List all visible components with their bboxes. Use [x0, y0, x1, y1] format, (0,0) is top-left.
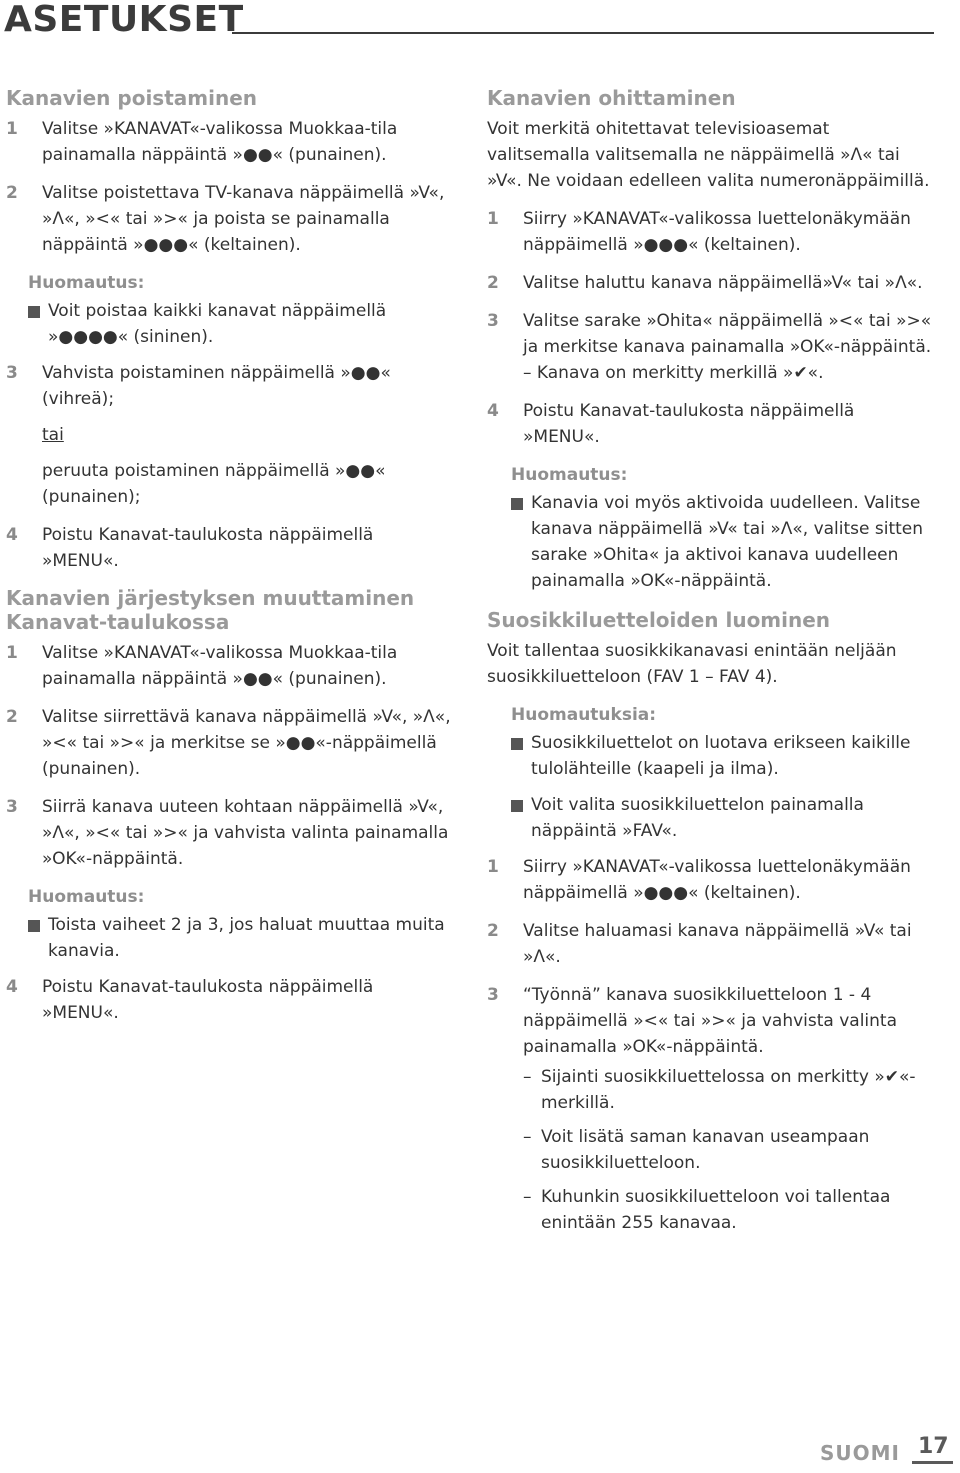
step-text: Poistu Kanavat-taulukosta näppäimellä »MENU«. — [42, 525, 374, 571]
intro-text: Voit tallentaa suosikkikanavasi enintään neljään suosikkiluetteloon (FAV 1 – FAV 4). — [487, 641, 897, 687]
note-block — [511, 702, 935, 844]
dash-icon: – — [523, 1187, 532, 1207]
step-text — [523, 308, 935, 386]
step-number: 3 — [487, 985, 499, 1005]
dash-icon: – — [523, 1127, 532, 1147]
square-bullet-icon — [511, 800, 523, 812]
section-heading-skip: Kanavien ohittaminen — [487, 86, 736, 110]
step-text: Valitse haluttu kanava näppäimellä»V« tai »Λ«. — [523, 273, 923, 293]
step-text: Valitse haluamasi kanava näppäimellä »V« tai »Λ«. — [523, 921, 912, 967]
step-number: 1 — [487, 209, 499, 229]
step-text-sub: – Kanava on merkitty merkillä »✔«. — [523, 363, 824, 383]
step — [487, 918, 935, 970]
step-text: Poistu Kanavat-taulukosta näppäimellä »MENU«. — [523, 401, 855, 447]
note-item — [28, 298, 454, 350]
dash-item — [523, 1064, 935, 1116]
step-text-cancel: peruuta poistaminen näppäimellä »●●« (punainen); — [42, 461, 386, 507]
step — [6, 794, 454, 872]
step-number: 4 — [487, 401, 499, 421]
section-heading-delete: Kanavien poistaminen — [6, 86, 257, 110]
section-heading-favourites: Suosikkiluetteloiden luominen — [487, 608, 831, 632]
note-block — [28, 884, 454, 964]
note-item — [511, 490, 935, 594]
dash-item — [523, 1124, 935, 1176]
step — [487, 398, 935, 450]
step — [6, 704, 454, 782]
step — [6, 360, 454, 510]
page-title: ASETUKSET — [4, 0, 244, 40]
note-item — [511, 792, 935, 844]
note-label: Huomautus: — [511, 465, 628, 485]
step — [487, 270, 935, 296]
step-text: Siirrä kanava uuteen kohtaan näppäimellä »V«, »Λ«, »<« tai »>« ja vahvista valinta painamalla »OK«-näppäintä. — [42, 797, 449, 869]
step-number: 1 — [487, 857, 499, 877]
step — [6, 180, 454, 258]
note-item — [28, 912, 454, 964]
footer-language: SUOMI — [820, 1441, 900, 1465]
dash-icon: – — [523, 1067, 532, 1087]
note-label: Huomautus: — [28, 887, 145, 907]
note-item — [511, 730, 935, 782]
step — [6, 974, 454, 1026]
note-text: Voit poistaa kaikki kanavat näppäimellä »●●●●« (sininen). — [48, 301, 387, 347]
dash-text: Kuhunkin suosikkiluetteloon voi tallentaa enintään 255 kanavaa. — [541, 1187, 891, 1233]
note-text: Voit valita suosikkiluettelon painamalla näppäintä »FAV«. — [531, 795, 864, 841]
step-number: 2 — [487, 921, 499, 941]
note-text: Toista vaiheet 2 ja 3, jos haluat muuttaa muita kanavia. — [48, 915, 445, 961]
step-text: Siirry »KANAVAT«-valikossa luettelonäkymään näppäimellä »●●●« (keltainen). — [523, 857, 911, 903]
step-text-or: tai — [42, 425, 64, 445]
note-text: Kanavia voi myös aktivoida uudelleen. Valitse kanava näppäimellä »V« tai »Λ«, valitse sitten sarake »Ohita« ja aktivoi kanava uudelleen painamalla »OK«-näppäintä. — [531, 493, 924, 591]
step-number: 4 — [6, 977, 18, 997]
right-column — [487, 86, 935, 1256]
step-number: 3 — [487, 311, 499, 331]
section-heading-reorder: Kanavien järjestyksen muuttaminen Kanavat-taulukossa — [6, 586, 415, 634]
left-column — [6, 86, 454, 1038]
step — [487, 982, 935, 1244]
step-number: 1 — [6, 643, 18, 663]
step-number: 2 — [6, 183, 18, 203]
step — [487, 206, 935, 258]
step-text: Valitse »KANAVAT«-valikossa Muokkaa-tila painamalla näppäintä »●●« (punainen). — [42, 643, 398, 689]
step — [487, 308, 935, 386]
page-number: 17 — [912, 1434, 953, 1464]
note-block — [28, 270, 454, 350]
step-number: 4 — [6, 525, 18, 545]
step — [6, 640, 454, 692]
step-text: Siirry »KANAVAT«-valikossa luettelonäkymään näppäimellä »●●●« (keltainen). — [523, 209, 911, 255]
title-rule — [232, 32, 934, 34]
dash-item — [523, 1184, 935, 1236]
step-text-main: “Työnnä” kanava suosikkiluetteloon 1 - 4 näppäimellä »<« tai »>« ja vahvista valinta painamalla »OK«-näppäintä. — [523, 985, 898, 1057]
step-number: 3 — [6, 797, 18, 817]
step-text — [42, 360, 454, 510]
step — [487, 854, 935, 906]
step — [6, 116, 454, 168]
dash-text: Voit lisätä saman kanavan useampaan suosikkiluetteloon. — [541, 1127, 870, 1173]
step-text: Valitse poistettava TV-kanava näppäimellä »V«, »Λ«, »<« tai »>« ja poista se painamalla näppäintä »●●●« (keltainen). — [42, 183, 445, 255]
square-bullet-icon — [28, 920, 40, 932]
note-text: Suosikkiluettelot on luotava erikseen kaikille tulolähteille (kaapeli ja ilma). — [531, 733, 911, 779]
step-number: 2 — [487, 273, 499, 293]
square-bullet-icon — [28, 306, 40, 318]
square-bullet-icon — [511, 498, 523, 510]
step-text: Valitse »KANAVAT«-valikossa Muokkaa-tila painamalla näppäintä »●●« (punainen). — [42, 119, 398, 165]
step-number: 2 — [6, 707, 18, 727]
step-number: 1 — [6, 119, 18, 139]
step-text-main: Valitse sarake »Ohita« näppäimellä »<« tai »>« ja merkitse kanava painamalla »OK«-näppäintä. — [523, 311, 932, 357]
step-text — [523, 982, 935, 1244]
note-block — [511, 462, 935, 594]
step-text: Valitse siirrettävä kanava näppäimellä »V«, »Λ«, »<« tai »>« ja merkitse se »●●«-näppäimellä (punainen). — [42, 707, 451, 779]
step-text-confirm: Vahvista poistaminen näppäimellä »●●« (vihreä); — [42, 363, 391, 409]
square-bullet-icon — [511, 738, 523, 750]
step-text: Poistu Kanavat-taulukosta näppäimellä »MENU«. — [42, 977, 374, 1023]
intro-text: Voit merkitä ohitettavat televisioasemat valitsemalla valitsemalla ne näppäimellä »Λ« tai »V«. Ne voidaan edelleen valita numeronäppäimillä. — [487, 119, 930, 191]
note-label: Huomautuksia: — [511, 705, 657, 725]
dash-text: Sijainti suosikkiluettelossa on merkitty »✔«-merkillä. — [541, 1067, 916, 1113]
step-number: 3 — [6, 363, 18, 383]
note-label: Huomautus: — [28, 273, 145, 293]
step — [6, 522, 454, 574]
